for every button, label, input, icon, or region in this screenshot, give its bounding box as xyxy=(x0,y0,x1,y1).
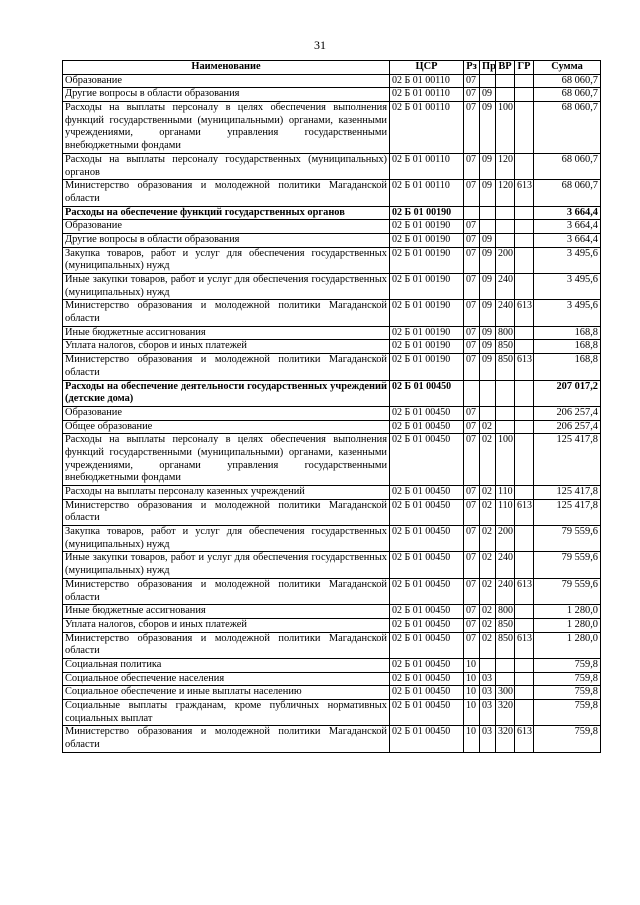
cell-pr: 09 xyxy=(480,180,496,206)
cell-sum: 1 280,0 xyxy=(534,605,601,619)
table-row xyxy=(63,618,601,632)
cell-csr: 02 Б 01 00110 xyxy=(390,180,464,206)
cell-gr xyxy=(515,526,534,552)
cell-gr xyxy=(515,434,534,486)
cell-name: Расходы на выплаты персоналу казенных учреждений xyxy=(63,486,390,500)
cell-sum: 3 495,6 xyxy=(534,300,601,326)
cell-csr: 02 Б 01 00450 xyxy=(390,486,464,500)
header-vr: ВР xyxy=(496,61,515,75)
cell-sum: 68 060,7 xyxy=(534,88,601,102)
cell-csr: 02 Б 01 00450 xyxy=(390,406,464,420)
cell-vr: 800 xyxy=(496,605,515,619)
cell-pr: 02 xyxy=(480,499,496,525)
cell-name: Иные бюджетные ассигнования xyxy=(63,605,390,619)
cell-csr: 02 Б 01 00450 xyxy=(390,578,464,604)
cell-rz xyxy=(464,206,480,220)
cell-rz: 07 xyxy=(464,102,480,154)
cell-vr: 100 xyxy=(496,434,515,486)
table-row xyxy=(63,486,601,500)
table-row xyxy=(63,220,601,234)
cell-csr: 02 Б 01 00450 xyxy=(390,499,464,525)
cell-gr xyxy=(515,605,534,619)
cell-gr: 613 xyxy=(515,632,534,658)
cell-vr xyxy=(496,206,515,220)
table-row xyxy=(63,354,601,380)
header-csr: ЦСР xyxy=(390,61,464,75)
cell-rz: 07 xyxy=(464,88,480,102)
cell-csr: 02 Б 01 00190 xyxy=(390,206,464,220)
cell-csr: 02 Б 01 00190 xyxy=(390,300,464,326)
cell-csr: 02 Б 01 00190 xyxy=(390,233,464,247)
cell-sum: 759,8 xyxy=(534,700,601,726)
cell-gr xyxy=(515,340,534,354)
cell-pr: 09 xyxy=(480,326,496,340)
cell-name: Образование xyxy=(63,220,390,234)
cell-rz: 07 xyxy=(464,274,480,300)
cell-name: Министерство образования и молодежной политики Магаданской области xyxy=(63,578,390,604)
cell-name: Министерство образования и молодежной политики Магаданской области xyxy=(63,632,390,658)
cell-vr: 120 xyxy=(496,180,515,206)
cell-vr: 850 xyxy=(496,354,515,380)
cell-sum: 125 417,8 xyxy=(534,434,601,486)
cell-rz: 07 xyxy=(464,486,480,500)
cell-vr xyxy=(496,220,515,234)
cell-gr xyxy=(515,486,534,500)
cell-sum: 68 060,7 xyxy=(534,180,601,206)
table-row xyxy=(63,726,601,752)
header-rz: Рз xyxy=(464,61,480,75)
cell-rz: 10 xyxy=(464,700,480,726)
cell-sum: 759,8 xyxy=(534,686,601,700)
cell-sum: 759,8 xyxy=(534,726,601,752)
cell-rz: 07 xyxy=(464,605,480,619)
cell-pr xyxy=(480,406,496,420)
table-row xyxy=(63,578,601,604)
table-row xyxy=(63,658,601,672)
cell-sum: 3 664,4 xyxy=(534,233,601,247)
cell-csr: 02 Б 01 00450 xyxy=(390,618,464,632)
cell-pr: 09 xyxy=(480,274,496,300)
cell-vr: 100 xyxy=(496,102,515,154)
table-row xyxy=(63,672,601,686)
cell-gr: 613 xyxy=(515,180,534,206)
table-row xyxy=(63,552,601,578)
cell-gr xyxy=(515,658,534,672)
cell-vr: 110 xyxy=(496,499,515,525)
cell-gr xyxy=(515,406,534,420)
cell-vr: 850 xyxy=(496,340,515,354)
cell-name: Министерство образования и молодежной политики Магаданской области xyxy=(63,180,390,206)
cell-name: Общее образование xyxy=(63,420,390,434)
cell-rz: 10 xyxy=(464,658,480,672)
cell-gr: 613 xyxy=(515,300,534,326)
cell-sum: 168,8 xyxy=(534,354,601,380)
cell-rz: 07 xyxy=(464,247,480,273)
cell-pr: 02 xyxy=(480,618,496,632)
cell-rz: 07 xyxy=(464,578,480,604)
cell-name: Образование xyxy=(63,406,390,420)
cell-sum: 206 257,4 xyxy=(534,406,601,420)
cell-name: Другие вопросы в области образования xyxy=(63,88,390,102)
cell-rz: 07 xyxy=(464,526,480,552)
cell-vr: 200 xyxy=(496,247,515,273)
cell-csr: 02 Б 01 00450 xyxy=(390,420,464,434)
table-row xyxy=(63,340,601,354)
cell-pr: 02 xyxy=(480,632,496,658)
cell-pr xyxy=(480,658,496,672)
cell-rz: 07 xyxy=(464,300,480,326)
cell-csr: 02 Б 01 00110 xyxy=(390,102,464,154)
cell-vr: 850 xyxy=(496,618,515,632)
cell-sum: 79 559,6 xyxy=(534,552,601,578)
cell-rz: 07 xyxy=(464,618,480,632)
cell-pr: 02 xyxy=(480,434,496,486)
cell-rz: 07 xyxy=(464,354,480,380)
cell-pr: 09 xyxy=(480,88,496,102)
cell-gr xyxy=(515,220,534,234)
cell-pr xyxy=(480,74,496,88)
cell-vr: 110 xyxy=(496,486,515,500)
table-row xyxy=(63,153,601,179)
cell-pr: 02 xyxy=(480,420,496,434)
cell-csr: 02 Б 01 00450 xyxy=(390,686,464,700)
table-row xyxy=(63,180,601,206)
cell-gr xyxy=(515,102,534,154)
cell-pr: 03 xyxy=(480,700,496,726)
cell-rz: 07 xyxy=(464,420,480,434)
cell-csr: 02 Б 01 00450 xyxy=(390,380,464,406)
cell-gr xyxy=(515,233,534,247)
cell-gr xyxy=(515,88,534,102)
cell-pr: 09 xyxy=(480,340,496,354)
cell-gr xyxy=(515,686,534,700)
cell-vr: 200 xyxy=(496,526,515,552)
table-row xyxy=(63,605,601,619)
cell-rz: 07 xyxy=(464,220,480,234)
cell-gr xyxy=(515,274,534,300)
cell-gr xyxy=(515,380,534,406)
cell-vr xyxy=(496,380,515,406)
cell-csr: 02 Б 01 00190 xyxy=(390,354,464,380)
cell-sum: 3 495,6 xyxy=(534,247,601,273)
cell-gr xyxy=(515,420,534,434)
cell-vr: 240 xyxy=(496,552,515,578)
cell-rz: 07 xyxy=(464,153,480,179)
page-number: 31 xyxy=(314,38,326,52)
cell-pr: 02 xyxy=(480,526,496,552)
table-row xyxy=(63,700,601,726)
cell-name: Иные закупки товаров, работ и услуг для обеспечения государственных (муниципальных) нужд xyxy=(63,274,390,300)
cell-csr: 02 Б 01 00190 xyxy=(390,274,464,300)
cell-csr: 02 Б 01 00190 xyxy=(390,247,464,273)
cell-sum: 79 559,6 xyxy=(534,578,601,604)
table-row xyxy=(63,406,601,420)
cell-csr: 02 Б 01 00110 xyxy=(390,153,464,179)
cell-vr xyxy=(496,406,515,420)
cell-gr: 613 xyxy=(515,726,534,752)
cell-sum: 759,8 xyxy=(534,658,601,672)
cell-sum: 206 257,4 xyxy=(534,420,601,434)
cell-rz: 07 xyxy=(464,552,480,578)
cell-sum: 125 417,8 xyxy=(534,499,601,525)
cell-pr: 09 xyxy=(480,247,496,273)
header-sum: Сумма xyxy=(534,61,601,75)
cell-vr: 320 xyxy=(496,726,515,752)
cell-sum: 168,8 xyxy=(534,326,601,340)
cell-vr: 240 xyxy=(496,578,515,604)
cell-rz: 07 xyxy=(464,340,480,354)
cell-rz: 10 xyxy=(464,672,480,686)
cell-csr: 02 Б 01 00190 xyxy=(390,340,464,354)
cell-name: Образование xyxy=(63,74,390,88)
cell-name: Уплата налогов, сборов и иных платежей xyxy=(63,618,390,632)
cell-gr xyxy=(515,153,534,179)
cell-csr: 02 Б 01 00450 xyxy=(390,726,464,752)
cell-sum: 1 280,0 xyxy=(534,632,601,658)
cell-sum: 68 060,7 xyxy=(534,74,601,88)
cell-csr: 02 Б 01 00450 xyxy=(390,552,464,578)
table-row xyxy=(63,326,601,340)
cell-name: Социальное обеспечение населения xyxy=(63,672,390,686)
cell-sum: 3 495,6 xyxy=(534,274,601,300)
cell-pr: 02 xyxy=(480,486,496,500)
cell-rz: 10 xyxy=(464,726,480,752)
cell-gr: 613 xyxy=(515,578,534,604)
cell-vr: 240 xyxy=(496,274,515,300)
cell-rz: 07 xyxy=(464,233,480,247)
cell-sum: 168,8 xyxy=(534,340,601,354)
table-row xyxy=(63,102,601,154)
header-name: Наименование xyxy=(63,61,390,75)
cell-csr: 02 Б 01 00450 xyxy=(390,434,464,486)
cell-pr: 03 xyxy=(480,726,496,752)
cell-name: Иные закупки товаров, работ и услуг для обеспечения государственных (муниципальных) нужд xyxy=(63,552,390,578)
cell-vr: 850 xyxy=(496,632,515,658)
cell-sum: 68 060,7 xyxy=(534,153,601,179)
cell-csr: 02 Б 01 00110 xyxy=(390,74,464,88)
cell-vr xyxy=(496,420,515,434)
cell-pr: 09 xyxy=(480,300,496,326)
cell-csr: 02 Б 01 00450 xyxy=(390,605,464,619)
cell-rz: 07 xyxy=(464,74,480,88)
cell-name: Расходы на обеспечение функций государственных органов xyxy=(63,206,390,220)
cell-rz: 07 xyxy=(464,406,480,420)
cell-name: Министерство образования и молодежной политики Магаданской области xyxy=(63,354,390,380)
cell-pr: 02 xyxy=(480,605,496,619)
cell-name: Министерство образования и молодежной политики Магаданской области xyxy=(63,300,390,326)
header-gr: ГР xyxy=(515,61,534,75)
cell-csr: 02 Б 01 00450 xyxy=(390,632,464,658)
cell-name: Иные бюджетные ассигнования xyxy=(63,326,390,340)
cell-pr: 09 xyxy=(480,153,496,179)
cell-name: Расходы на выплаты персоналу в целях обеспечения выполнения функций государственными (муниципальными) органами, казенными учреждениями, органами управления государственными внебюджетными фондами xyxy=(63,434,390,486)
table-row xyxy=(63,233,601,247)
cell-sum: 207 017,2 xyxy=(534,380,601,406)
cell-pr xyxy=(480,380,496,406)
cell-sum: 759,8 xyxy=(534,672,601,686)
table-row xyxy=(63,499,601,525)
cell-gr xyxy=(515,672,534,686)
cell-gr xyxy=(515,247,534,273)
table-row xyxy=(63,300,601,326)
cell-gr xyxy=(515,206,534,220)
cell-rz: 07 xyxy=(464,632,480,658)
cell-sum: 125 417,8 xyxy=(534,486,601,500)
cell-name: Расходы на выплаты персоналу в целях обеспечения выполнения функций государственными (муниципальными) органами, казенными учреждениями, органами управления государственными внебюджетными фондами xyxy=(63,102,390,154)
cell-pr: 02 xyxy=(480,578,496,604)
cell-csr: 02 Б 01 00190 xyxy=(390,220,464,234)
cell-name: Социальное обеспечение и иные выплаты населению xyxy=(63,686,390,700)
cell-vr: 240 xyxy=(496,300,515,326)
cell-rz: 07 xyxy=(464,434,480,486)
cell-name: Расходы на выплаты персоналу государственных (муниципальных) органов xyxy=(63,153,390,179)
cell-vr xyxy=(496,88,515,102)
cell-pr: 09 xyxy=(480,354,496,380)
table-row xyxy=(63,686,601,700)
cell-name: Расходы на обеспечение деятельности государственных учреждений (детские дома) xyxy=(63,380,390,406)
cell-sum: 79 559,6 xyxy=(534,526,601,552)
cell-name: Социальные выплаты гражданам, кроме публичных нормативных социальных выплат xyxy=(63,700,390,726)
cell-vr xyxy=(496,233,515,247)
cell-name: Социальная политика xyxy=(63,658,390,672)
cell-vr xyxy=(496,672,515,686)
cell-sum: 3 664,4 xyxy=(534,206,601,220)
cell-pr: 09 xyxy=(480,233,496,247)
cell-vr: 120 xyxy=(496,153,515,179)
cell-vr: 800 xyxy=(496,326,515,340)
cell-pr: 09 xyxy=(480,102,496,154)
table-header-row xyxy=(63,61,601,75)
cell-name: Уплата налогов, сборов и иных платежей xyxy=(63,340,390,354)
cell-pr: 03 xyxy=(480,686,496,700)
cell-gr xyxy=(515,74,534,88)
cell-name: Министерство образования и молодежной политики Магаданской области xyxy=(63,499,390,525)
table-row xyxy=(63,206,601,220)
cell-rz: 07 xyxy=(464,180,480,206)
table-row xyxy=(63,526,601,552)
cell-csr: 02 Б 01 00110 xyxy=(390,88,464,102)
cell-name: Другие вопросы в области образования xyxy=(63,233,390,247)
table-row xyxy=(63,632,601,658)
cell-name: Закупка товаров, работ и услуг для обеспечения государственных (муниципальных) нужд xyxy=(63,526,390,552)
cell-gr xyxy=(515,326,534,340)
cell-gr xyxy=(515,618,534,632)
header-pr: Пр xyxy=(480,61,496,75)
cell-csr: 02 Б 01 00190 xyxy=(390,326,464,340)
cell-csr: 02 Б 01 00450 xyxy=(390,526,464,552)
table-row xyxy=(63,434,601,486)
table-row xyxy=(63,420,601,434)
cell-rz: 07 xyxy=(464,499,480,525)
table-row xyxy=(63,74,601,88)
cell-gr: 613 xyxy=(515,499,534,525)
budget-table xyxy=(62,60,601,753)
cell-rz: 10 xyxy=(464,686,480,700)
cell-name: Министерство образования и молодежной политики Магаданской области xyxy=(63,726,390,752)
cell-vr xyxy=(496,74,515,88)
cell-vr xyxy=(496,658,515,672)
cell-sum: 68 060,7 xyxy=(534,102,601,154)
cell-rz xyxy=(464,380,480,406)
cell-vr: 300 xyxy=(496,686,515,700)
cell-gr xyxy=(515,700,534,726)
cell-pr: 03 xyxy=(480,672,496,686)
cell-csr: 02 Б 01 00450 xyxy=(390,672,464,686)
cell-gr xyxy=(515,552,534,578)
cell-sum: 3 664,4 xyxy=(534,220,601,234)
cell-sum: 1 280,0 xyxy=(534,618,601,632)
cell-csr: 02 Б 01 00450 xyxy=(390,700,464,726)
table-row xyxy=(63,88,601,102)
cell-pr: 02 xyxy=(480,552,496,578)
cell-pr xyxy=(480,206,496,220)
cell-csr: 02 Б 01 00450 xyxy=(390,658,464,672)
cell-gr: 613 xyxy=(515,354,534,380)
cell-pr xyxy=(480,220,496,234)
table-row xyxy=(63,247,601,273)
cell-vr: 320 xyxy=(496,700,515,726)
cell-name: Закупка товаров, работ и услуг для обеспечения государственных (муниципальных) нужд xyxy=(63,247,390,273)
table-row xyxy=(63,380,601,406)
table-row xyxy=(63,274,601,300)
cell-rz: 07 xyxy=(464,326,480,340)
